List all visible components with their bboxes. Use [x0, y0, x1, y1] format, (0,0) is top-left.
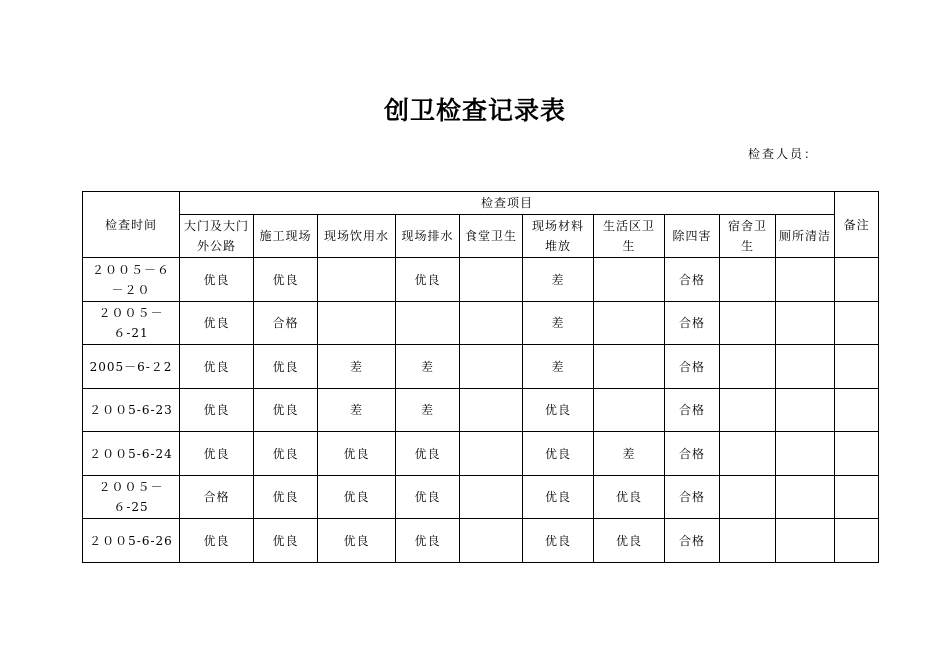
result-cell: 优良	[523, 389, 594, 432]
date-cell: 2005－6-２2	[83, 345, 180, 389]
result-cell: 差	[523, 345, 594, 389]
inspector-label: 检查人员：	[748, 147, 819, 161]
result-cell: 优良	[254, 345, 318, 389]
result-cell: 优良	[254, 389, 318, 432]
date-cell: ２００5-6-23	[83, 389, 180, 432]
table-row	[83, 302, 879, 345]
result-cell: 优良	[180, 345, 254, 389]
remark-cell	[835, 476, 879, 519]
remark-cell	[835, 302, 879, 345]
table-row	[83, 389, 879, 432]
header-column: 食堂卫生	[460, 215, 523, 258]
record-body	[83, 258, 879, 563]
result-cell	[720, 432, 776, 476]
result-cell	[776, 476, 835, 519]
result-cell: 合格	[665, 476, 720, 519]
header-column: 现场饮用水	[318, 215, 396, 258]
result-cell	[720, 476, 776, 519]
result-cell	[776, 389, 835, 432]
header-column: 厕所清洁	[776, 215, 835, 258]
date-cell: ２００５－６-21	[83, 302, 180, 345]
result-cell: 优良	[318, 476, 396, 519]
header-items-group: 检查项目	[180, 192, 835, 215]
table-row	[83, 519, 879, 563]
result-cell	[396, 302, 460, 345]
table-row	[83, 432, 879, 476]
header-time: 检查时间	[83, 192, 180, 258]
result-cell: 优良	[254, 258, 318, 302]
result-cell: 优良	[254, 519, 318, 563]
remark-cell	[835, 432, 879, 476]
result-cell: 合格	[180, 476, 254, 519]
inspection-record-table	[82, 191, 879, 563]
result-cell: 优良	[318, 432, 396, 476]
result-cell: 合格	[665, 302, 720, 345]
result-cell	[776, 519, 835, 563]
remark-cell	[835, 519, 879, 563]
result-cell: 优良	[396, 519, 460, 563]
result-cell	[460, 519, 523, 563]
header-remarks: 备注	[835, 192, 879, 258]
result-cell: 优良	[318, 519, 396, 563]
result-cell	[318, 258, 396, 302]
result-cell	[776, 258, 835, 302]
result-cell: 优良	[594, 519, 665, 563]
result-cell: 优良	[180, 258, 254, 302]
result-cell	[720, 258, 776, 302]
result-cell	[460, 258, 523, 302]
date-cell: ２００５－６-25	[83, 476, 180, 519]
header-column: 现场排水	[396, 215, 460, 258]
result-cell	[460, 345, 523, 389]
page-title: 创卫检查记录表	[383, 96, 566, 125]
result-cell: 合格	[665, 258, 720, 302]
result-cell	[776, 345, 835, 389]
result-cell	[594, 258, 665, 302]
result-cell: 优良	[180, 302, 254, 345]
result-cell: 优良	[396, 476, 460, 519]
result-cell: 合格	[665, 389, 720, 432]
result-cell: 合格	[665, 345, 720, 389]
result-cell	[720, 345, 776, 389]
date-cell: ２００５－６－２０	[83, 258, 180, 302]
remark-cell	[835, 389, 879, 432]
header-row-group	[83, 192, 879, 215]
result-cell: 优良	[254, 476, 318, 519]
result-cell	[318, 302, 396, 345]
header-column: 现场材料堆放	[523, 215, 594, 258]
result-cell	[776, 302, 835, 345]
result-cell: 优良	[523, 519, 594, 563]
table-row	[83, 258, 879, 302]
result-cell	[460, 302, 523, 345]
remark-cell	[835, 345, 879, 389]
result-cell	[720, 389, 776, 432]
date-cell: ２００5-6-26	[83, 519, 180, 563]
result-cell: 优良	[396, 432, 460, 476]
result-cell	[720, 302, 776, 345]
result-cell: 优良	[396, 258, 460, 302]
result-cell	[460, 432, 523, 476]
table-row	[83, 476, 879, 519]
result-cell	[594, 345, 665, 389]
result-cell: 差	[318, 345, 396, 389]
result-cell: 差	[523, 258, 594, 302]
result-cell: 差	[594, 432, 665, 476]
result-cell	[594, 389, 665, 432]
header-column: 除四害	[665, 215, 720, 258]
result-cell: 优良	[180, 389, 254, 432]
result-cell: 优良	[523, 476, 594, 519]
result-cell	[594, 302, 665, 345]
date-cell: ２００5-6-24	[83, 432, 180, 476]
result-cell	[460, 476, 523, 519]
remark-cell	[835, 258, 879, 302]
header-column: 生活区卫生	[594, 215, 665, 258]
result-cell: 优良	[180, 432, 254, 476]
result-cell	[776, 432, 835, 476]
result-cell: 优良	[594, 476, 665, 519]
result-cell: 合格	[254, 302, 318, 345]
table-row	[83, 345, 879, 389]
header-column: 宿舍卫生	[720, 215, 776, 258]
header-column: 施工现场	[254, 215, 318, 258]
result-cell	[460, 389, 523, 432]
result-cell	[720, 519, 776, 563]
result-cell: 合格	[665, 432, 720, 476]
result-cell: 差	[396, 389, 460, 432]
result-cell: 优良	[523, 432, 594, 476]
result-cell: 差	[318, 389, 396, 432]
result-cell: 优良	[254, 432, 318, 476]
header-row-columns	[83, 215, 879, 258]
result-cell: 差	[396, 345, 460, 389]
result-cell: 合格	[665, 519, 720, 563]
result-cell: 差	[523, 302, 594, 345]
result-cell: 优良	[180, 519, 254, 563]
header-column: 大门及大门外公路	[180, 215, 254, 258]
